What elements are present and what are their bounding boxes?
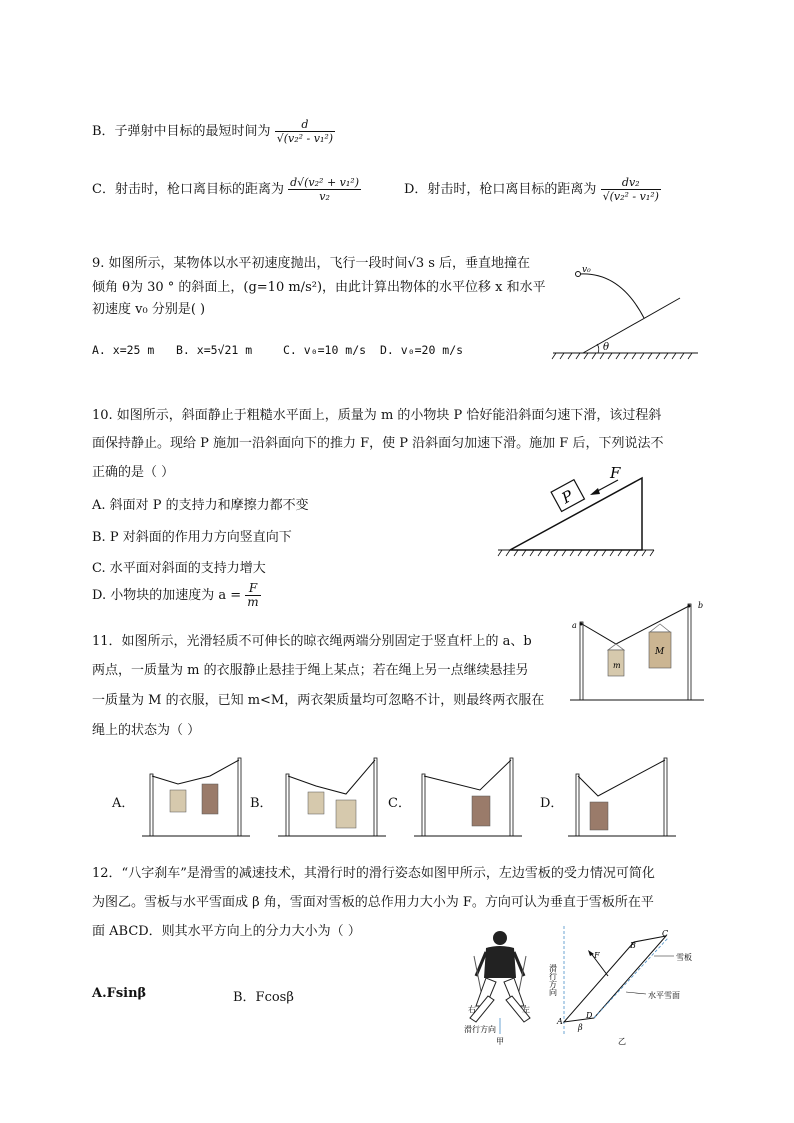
q10-incline-figure <box>492 464 662 560</box>
q9-projectile-figure <box>548 258 708 362</box>
q11-line-1: 11．如图所示，光滑轻质不可伸长的晾衣绳两端分别固定于竖直杆上的 a、b <box>92 634 532 649</box>
q10-option-d-fraction: $\frac{F}{m}$ <box>247 581 259 609</box>
svg-text:雪板: 雪板 <box>676 953 692 962</box>
block-p <box>551 480 584 512</box>
q10-option-c[interactable]: C. 水平面对斜面的支持力增大 <box>92 561 266 576</box>
q12-line-3: 面 ABCD．则其水平方向上的分力大小为（ ） <box>92 924 361 939</box>
q8-option-b-fraction: $\frac{d}{\text{√(v₂² - v₁²)}}$ <box>276 118 334 145</box>
ball-icon <box>576 272 581 277</box>
svg-text:A: A <box>557 1017 563 1026</box>
svg-text:C: C <box>662 929 669 938</box>
q12-force-diagram <box>550 926 700 1046</box>
svg-text:水平雪面: 水平雪面 <box>648 991 680 1000</box>
q8-option-b[interactable]: B．子弹射中目标的最短时间为 $\frac{d}{\text{√(v₂² - v₁²)}}$ <box>92 118 334 145</box>
q11-option-c-figure[interactable] <box>412 752 524 838</box>
q10-option-d[interactable]: D. 小物块的加速度为 a = $\frac{F}{m}$ <box>92 581 259 609</box>
svg-text:b: b <box>698 601 704 610</box>
v0-label: v₀ <box>582 265 591 275</box>
q11-option-d-label[interactable]: D． <box>540 796 564 811</box>
q9-line-2: 倾角 θ为 30 ° 的斜面上，(g=10 m/s²)，由此计算出物体的水平位移 x 和水平 <box>92 280 546 295</box>
q11-option-a-label[interactable]: A． <box>112 796 135 811</box>
svg-text:甲: 甲 <box>496 1037 504 1046</box>
q8-option-c-fraction: $\frac{\text{d√(v₂² + v₁²)}}{\text{v₂}}$ <box>290 176 360 203</box>
q11-option-c-label[interactable]: C． <box>388 796 411 811</box>
q12-option-a[interactable]: A.Fsinβ <box>92 986 147 1001</box>
force-label: F <box>610 464 621 482</box>
q10-line-2: 面保持静止。现给 P 施加一沿斜面向下的推力 F，使 P 沿斜面匀加速下滑。施加 F 后，下列说法不 <box>92 436 664 451</box>
q8-option-d-fraction: $\frac{\text{dv₂}}{\text{√(v₂² - v₁²)}}$ <box>602 176 659 203</box>
svg-text:滑行方向: 滑行方向 <box>464 1025 496 1034</box>
q11-line-2: 两点，一质量为 m 的衣服静止悬挂于绳上某点；若在绳上另一点继续悬挂另 <box>92 663 529 678</box>
q10-option-b[interactable]: B. P 对斜面的作用力方向竖直向下 <box>92 530 292 545</box>
svg-text:B: B <box>630 941 636 950</box>
q9-option-c[interactable]: C. v₀=10 m/s <box>283 343 367 357</box>
floor-hatching <box>498 550 654 556</box>
svg-text:F: F <box>594 951 600 960</box>
snowboard-plane <box>564 936 666 1022</box>
q11-option-b-label[interactable]: B． <box>250 796 273 811</box>
svg-text:滑行方向: 滑行方向 <box>548 964 558 996</box>
q8-option-c[interactable]: C．射击时，枪口离目标的距离为 $\frac{\text{d√(v₂² + v₁²)}}{\text{v₂}}$ <box>92 176 360 203</box>
svg-text:m: m <box>613 661 621 670</box>
trajectory-curve <box>580 274 644 318</box>
q9-line-1: 9. 如图所示，某物体以水平初速度抛出，飞行一段时间√3 s 后，垂直地撞在 <box>92 256 531 271</box>
svg-text:M: M <box>655 647 665 657</box>
svg-text:右: 右 <box>468 1005 476 1014</box>
q11-option-d-figure[interactable] <box>566 752 678 838</box>
skier-head <box>493 931 507 945</box>
q10-line-3: 正确的是（ ） <box>92 465 175 480</box>
svg-text:a: a <box>572 621 577 630</box>
q11-line-4: 绳上的状态为（ ） <box>92 723 201 738</box>
q12-skier-figure <box>456 926 542 1046</box>
q11-option-a-figure[interactable] <box>140 752 252 838</box>
q8-option-d[interactable]: D．射击时，枪口离目标的距离为 $\frac{\text{dv₂}}{\text{√(v₂² - v₁²)}}$ <box>404 176 659 203</box>
q11-option-b-figure[interactable] <box>276 752 388 838</box>
q9-option-b[interactable]: B. x=5√21 m <box>176 343 253 357</box>
svg-text:乙: 乙 <box>618 1037 626 1046</box>
snow-surface-line <box>594 938 668 1018</box>
svg-text:D: D <box>586 1011 593 1020</box>
q10-option-a[interactable]: A. 斜面对 P 的支持力和摩擦力都不变 <box>92 498 309 513</box>
q12-option-b[interactable]: B．Fcosβ <box>233 990 294 1005</box>
svg-text:P: P <box>558 486 577 508</box>
svg-text:β: β <box>578 1023 583 1032</box>
q11-clothesline-figure <box>568 598 708 704</box>
q9-line-3: 初速度 v₀ 分别是( ) <box>92 302 206 317</box>
q11-line-3: 一质量为 M 的衣服，已知 m<M，两衣架质量均可忽略不计，则最终两衣服在 <box>92 693 545 708</box>
q9-option-a[interactable]: A. x=25 m <box>92 343 155 357</box>
svg-text:左: 左 <box>522 1005 530 1014</box>
theta-label: θ <box>603 342 610 353</box>
q12-line-2: 为图乙。雪板与水平雪面成 β 角，雪面对雪板的总作用力大小为 F。方向可认为垂直于雪板所在平 <box>92 895 654 910</box>
ground-hatching <box>552 353 692 359</box>
q12-line-1: 12．“八字刹车”是滑雪的减速技术，其滑行时的滑行姿态如图甲所示，左边雪板的受力情况可简化 <box>92 866 655 881</box>
q10-line-1: 10. 如图所示，斜面静止于粗糙水平面上，质量为 m 的小物块 P 恰好能沿斜面匀速下滑，该过程斜 <box>92 408 662 423</box>
q9-option-d[interactable]: D. v₀=20 m/s <box>380 343 464 357</box>
